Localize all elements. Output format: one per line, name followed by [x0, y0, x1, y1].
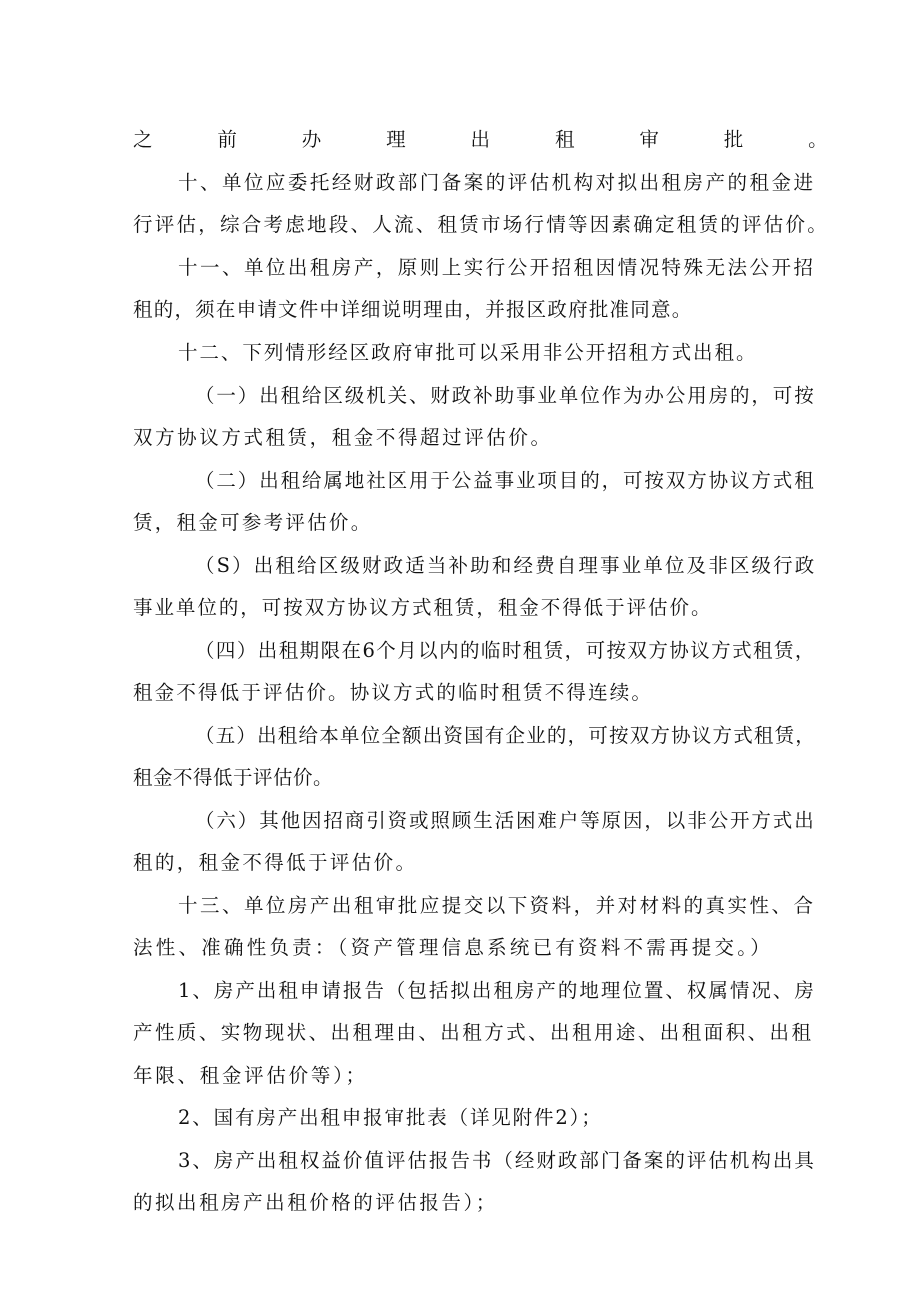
text-line: （二）出租给属地社区用于公益事业项目的，可按双方协议方式租 [195, 469, 816, 492]
text-line: 赁，租金可参考评估价。 [133, 511, 373, 534]
text-line: （一）出租给区级机关、财政补助事业单位作为办公用房的，可按 [195, 384, 816, 407]
text-line: （五）出租给本单位全额出资国有企业的，可按双方协议方式租赁， [195, 724, 817, 747]
text-line: 之前办理出租审批。 [133, 128, 893, 151]
text-line: 2、国有房产出租申报审批表（详见附件2）； [178, 1106, 603, 1129]
text-line: 事业单位的，可按双方协议方式租赁，租金不得低于评估价。 [133, 596, 713, 619]
text-line: 1、房产出租申请报告（包括拟出租房产的地理位置、权属情况、房 [178, 979, 816, 1002]
text-line: 法性、准确性负责：（资产管理信息系统已有资料不需再提交。） [133, 936, 773, 959]
text-line: 双方协议方式租赁，租金不得超过评估价。 [133, 426, 553, 449]
text-line: （六）其他因招商引资或照顾生活困难户等原因，以非公开方式出 [195, 809, 816, 832]
text-line: （S）出租给区级财政适当补助和经费自理事业单位及非区级行政 [195, 554, 817, 577]
text-line: 行评估，综合考虑地段、人流、租赁市场行情等因素确定租赁的评估价。 [133, 213, 830, 236]
text-line: 产性质、实物现状、出租理由、出租方式、出租用途、出租面积、出租 [133, 1021, 814, 1044]
text-line: 租金不得低于评估价。 [133, 766, 334, 789]
text-line: 3、房产出租权益价值评估报告书（经财政部门备案的评估机构出具 [178, 1149, 816, 1172]
text-line: 租的，须在申请文件中详细说明理由，并报区政府批准同意。 [133, 298, 693, 321]
text-line: 租金不得低于评估价。协议方式的临时租赁不得连续。 [133, 681, 654, 704]
text-line: 十三、单位房产出租审批应提交以下资料，并对材料的真实性、合 [178, 894, 816, 917]
text-line: 十二、下列情形经区政府审批可以采用非公开招租方式出租。 [178, 341, 758, 364]
text-line: 年限、租金评估价等）； [133, 1064, 368, 1087]
text-line: 十、单位应委托经财政部门备案的评估机构对拟出租房产的租金进 [178, 171, 816, 194]
text-line: 租的，租金不得低于评估价。 [133, 851, 418, 874]
text-line: 十一、单位出租房产，原则上实行公开招租因情况特殊无法公开招 [178, 256, 816, 279]
text-line: 的拟出租房产出租价格的评估报告）； [133, 1191, 498, 1214]
text-line: （四）出租期限在6个月以内的临时租赁，可按双方协议方式租赁， [195, 639, 816, 662]
